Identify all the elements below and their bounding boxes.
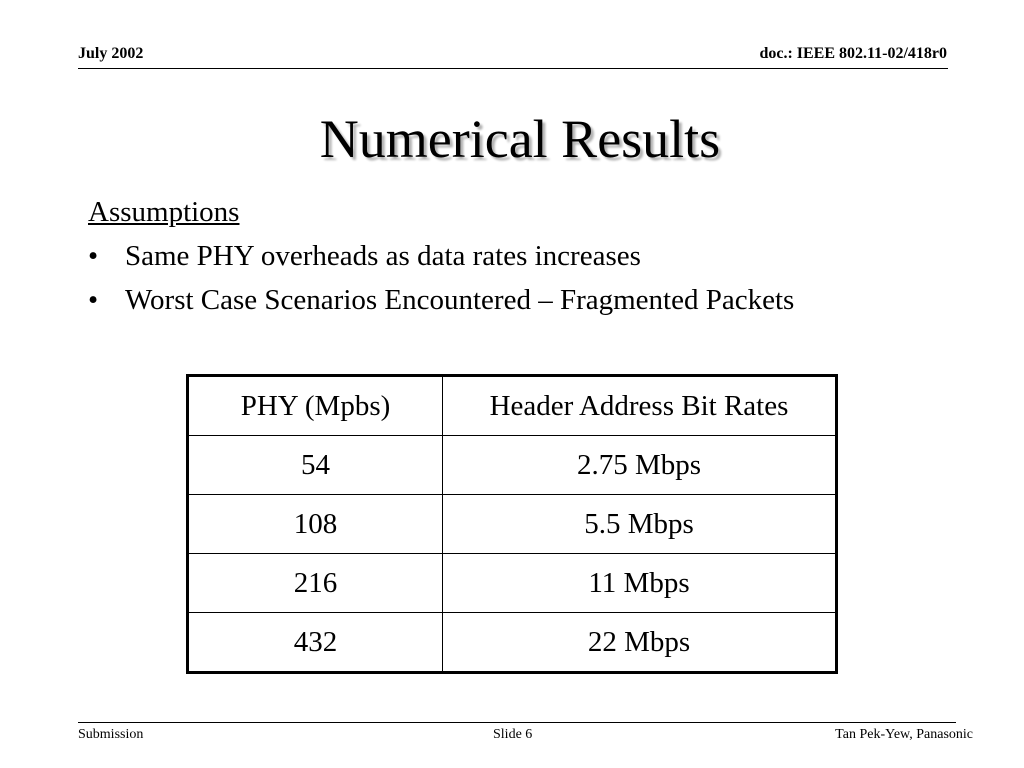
cell-phy: 432 — [188, 613, 443, 673]
bullet-text: Worst Case Scenarios Encountered – Fragmented Packets — [125, 284, 795, 316]
cell-phy: 216 — [188, 554, 443, 613]
cell-bit-rate: 5.5 Mbps — [443, 495, 837, 554]
table-row — [188, 495, 837, 554]
table-row — [188, 436, 837, 495]
footer-author: Tan Pek-Yew, Panasonic — [835, 727, 973, 742]
footer-divider — [78, 722, 956, 723]
header-document-id: doc.: IEEE 802.11-02/418r0 — [759, 45, 947, 62]
table-row — [188, 613, 837, 673]
footer-submission: Submission — [78, 727, 144, 742]
column-header-phy: PHY (Mpbs) — [188, 376, 443, 436]
column-header-bit-rates: Header Address Bit Rates — [443, 376, 837, 436]
header-divider — [78, 68, 948, 69]
cell-bit-rate: 22 Mbps — [443, 613, 837, 673]
bullet-icon: • — [88, 240, 99, 272]
assumptions-heading: Assumptions — [88, 196, 240, 228]
cell-phy: 54 — [188, 436, 443, 495]
cell-phy: 108 — [188, 495, 443, 554]
table-header-row — [188, 376, 837, 436]
results-table — [186, 374, 838, 674]
footer-slide-number: Slide 6 — [493, 727, 533, 742]
table-row — [188, 554, 837, 613]
cell-bit-rate: 11 Mbps — [443, 554, 837, 613]
slide-title: Numerical Results — [319, 109, 721, 169]
header-date: July 2002 — [78, 45, 144, 62]
bullet-text: Same PHY overheads as data rates increases — [125, 240, 641, 272]
bullet-icon: • — [88, 284, 99, 316]
cell-bit-rate: 2.75 Mbps — [443, 436, 837, 495]
